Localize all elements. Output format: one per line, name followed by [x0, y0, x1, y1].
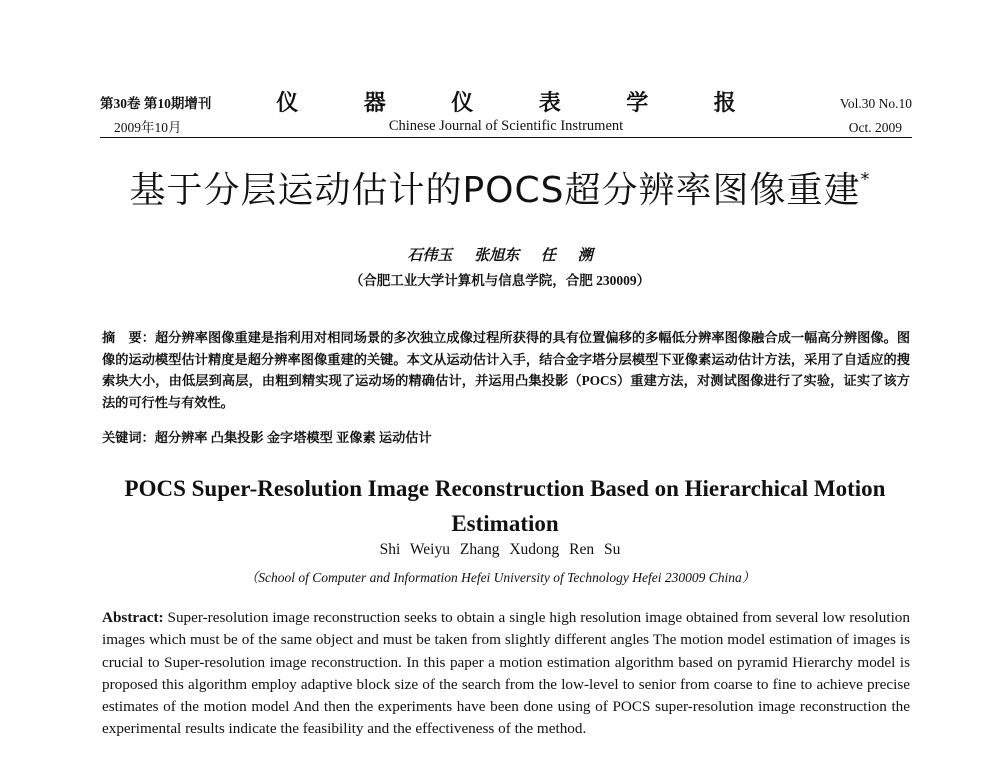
title-cn-text: 基于分层运动估计的POCS超分辨率图像重建	[129, 170, 861, 211]
affiliation-cn: （合肥工业大学计算机与信息学院，合肥 230009）	[349, 273, 651, 288]
abstract-cn	[102, 327, 910, 413]
keywords-cn-text: 超分辨率 凸集投影 金字塔模型 亚像素 运动估计	[154, 430, 432, 445]
volume-cn: 第30卷 第10期增刊	[100, 96, 212, 111]
journal-name-en: Chinese Journal of Scientific Instrument	[388, 118, 624, 134]
abstract-cn-label: 摘 要：	[102, 330, 155, 345]
date-cn: 2009年10月	[114, 120, 182, 135]
keywords-cn	[102, 427, 910, 448]
abstract-en-text: Super-resolution image reconstruction seeks to obtain a single high resolution image obtained from several low resolution images which must be of the same object and must be taken from slightly different angles The motion model estimation of images is crucial to Super-resolution image reconstruction. In this paper a motion estimation algorithm based on pyramid Hierarchy model is proposed this algorithm employ adaptive block size of the search from the low-level to senior from coarse to fine to achieve precise estimates of the motion model And then the experiments have been done using of POCS super-resolution image reconstruction the experimental results indicate the feasibility and the effectiveness of the method.	[102, 609, 910, 738]
affiliation-en: （School of Computer and Information Hefei University of Technology Hefei 230009 China）	[244, 570, 756, 585]
header-right	[840, 92, 912, 140]
authors-cn: 石伟玉 张旭东 任 溯	[407, 248, 593, 264]
keywords-cn-label: 关键词：	[102, 430, 155, 445]
paper-title-en: POCS Super-Resolution Image Reconstruction Based on Hierarchical Motion Estimation	[124, 476, 886, 536]
abstract-en	[102, 607, 910, 741]
journal-name-cn: 仪 器 仪 表 学 报	[276, 90, 766, 115]
header-center	[100, 92, 912, 138]
header-rule	[100, 137, 912, 138]
paper-title-cn	[0, 160, 1000, 215]
volume-en: Vol.30 No.10	[839, 96, 912, 111]
date-en: Oct. 2009	[848, 120, 902, 135]
journal-header	[100, 92, 912, 138]
abstract-en-label: Abstract:	[102, 609, 164, 626]
title-footnote-mark: *	[860, 169, 871, 190]
abstract-cn-text: 超分辨率图像重建是指利用对相同场景的多次独立成像过程所获得的具有位置偏移的多幅低分辨率图像融合成一幅高分辨图像。图像的运动模型估计精度是超分辨率图像重建的关键。本文从运动估计入手，结合金字塔分层模型下亚像素运动估计方法，采用了自适应的搜索块大小，由低层到高层，由粗到精实现了运动场的精确估计，并运用凸集投影（POCS）重建方法，对测试图像进行了实验，证实了该方法的可行性与有效性。	[102, 330, 911, 410]
authors-en: Shi Weiyu Zhang Xudong Ren Su	[379, 541, 621, 558]
